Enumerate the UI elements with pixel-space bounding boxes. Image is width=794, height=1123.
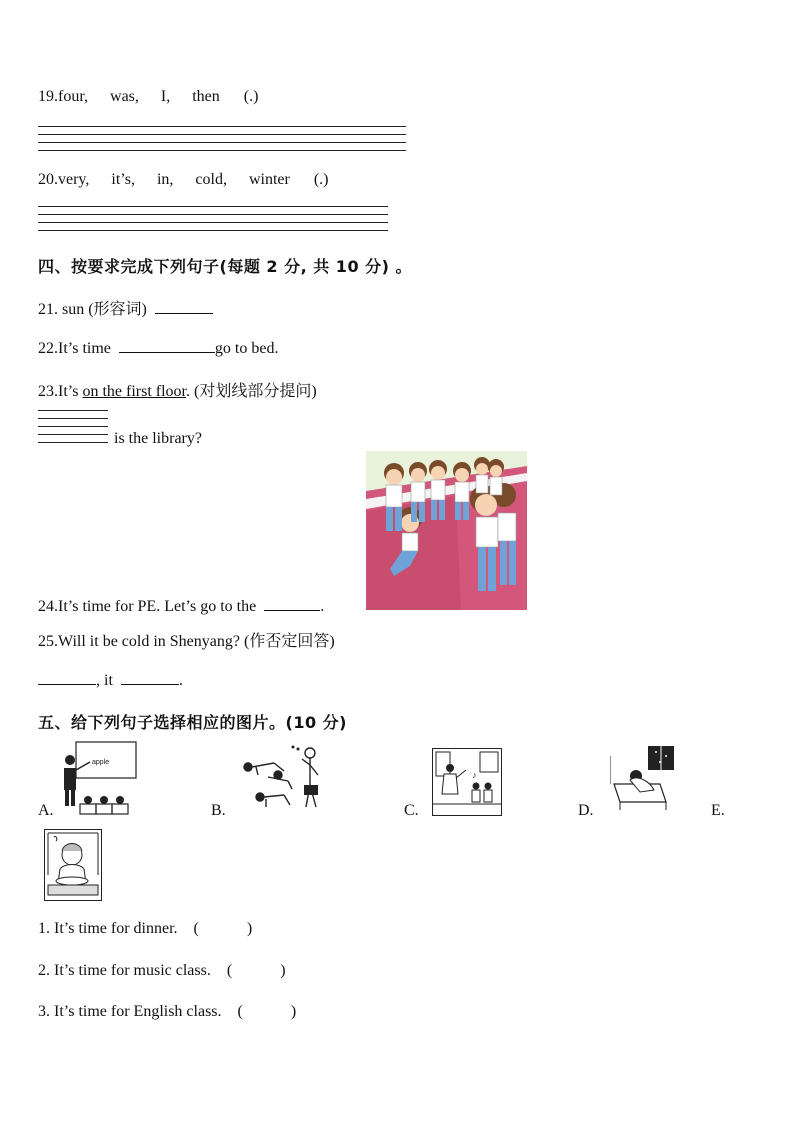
option-e-label: E.: [711, 802, 725, 819]
board-word: apple: [92, 759, 110, 766]
q23: 23.It’s on the first floor. (对划线部分提问): [38, 383, 317, 400]
dinner-illustration: [44, 829, 102, 901]
q21: 21. sun (形容词): [38, 296, 213, 319]
option-d-label: D.: [578, 802, 594, 819]
bedtime-illustration: [610, 744, 676, 814]
section-five-heading: 五、给下列句子选择相应的图片。(10 分): [38, 713, 347, 732]
q25-answer-blank-2[interactable]: [121, 670, 179, 685]
q21-answer-blank[interactable]: [155, 299, 213, 314]
q25-answer-blank-1[interactable]: [38, 670, 96, 685]
item-2: 2. It’s time for music class. ( ): [38, 962, 286, 979]
section-four-heading: 四、按要求完成下列句子(每题 2 分, 共 10 分) 。: [38, 257, 413, 276]
q19-words: 19.four, was, I, then (.): [38, 88, 259, 105]
q23-answer-tail: is the library?: [114, 430, 202, 447]
item-1: 1. It’s time for dinner. ( ): [38, 920, 253, 937]
q20-words: 20.very, it’s, in, cold, winter (.): [38, 171, 329, 188]
svg-text:♪: ♪: [472, 770, 477, 780]
option-a-label: A.: [38, 802, 54, 819]
exercise-illustration: [238, 745, 330, 817]
option-b-label: B.: [211, 802, 226, 819]
picture-c-music-class: [432, 748, 502, 816]
teacher-board-illustration: [58, 740, 138, 816]
q22: 22.It’s time go to bed.: [38, 340, 279, 357]
music-class-illustration: [432, 748, 502, 816]
picture-d-bedtime: [610, 744, 676, 814]
item-2-answer-paren[interactable]: ( ): [226, 962, 286, 979]
running-track-illustration: [366, 451, 527, 610]
option-c-label: C.: [404, 802, 419, 819]
q24: 24.It’s time for PE. Let’s go to the .: [38, 598, 325, 615]
q25-answer: , it .: [38, 670, 183, 690]
picture-b-pe-class: [238, 745, 330, 817]
picture-a-english-class: [58, 740, 138, 816]
q22-answer-blank[interactable]: [119, 338, 215, 353]
item-3: 3. It’s time for English class. ( ): [38, 1003, 297, 1020]
item-3-answer-paren[interactable]: ( ): [237, 1003, 297, 1020]
picture-e-dinner: [44, 829, 102, 901]
item-1-answer-paren[interactable]: ( ): [193, 920, 253, 937]
sports-track-picture: [366, 451, 527, 610]
q25: 25.Will it be cold in Shenyang? (作否定回答): [38, 633, 335, 650]
q24-answer-blank[interactable]: [264, 596, 320, 611]
